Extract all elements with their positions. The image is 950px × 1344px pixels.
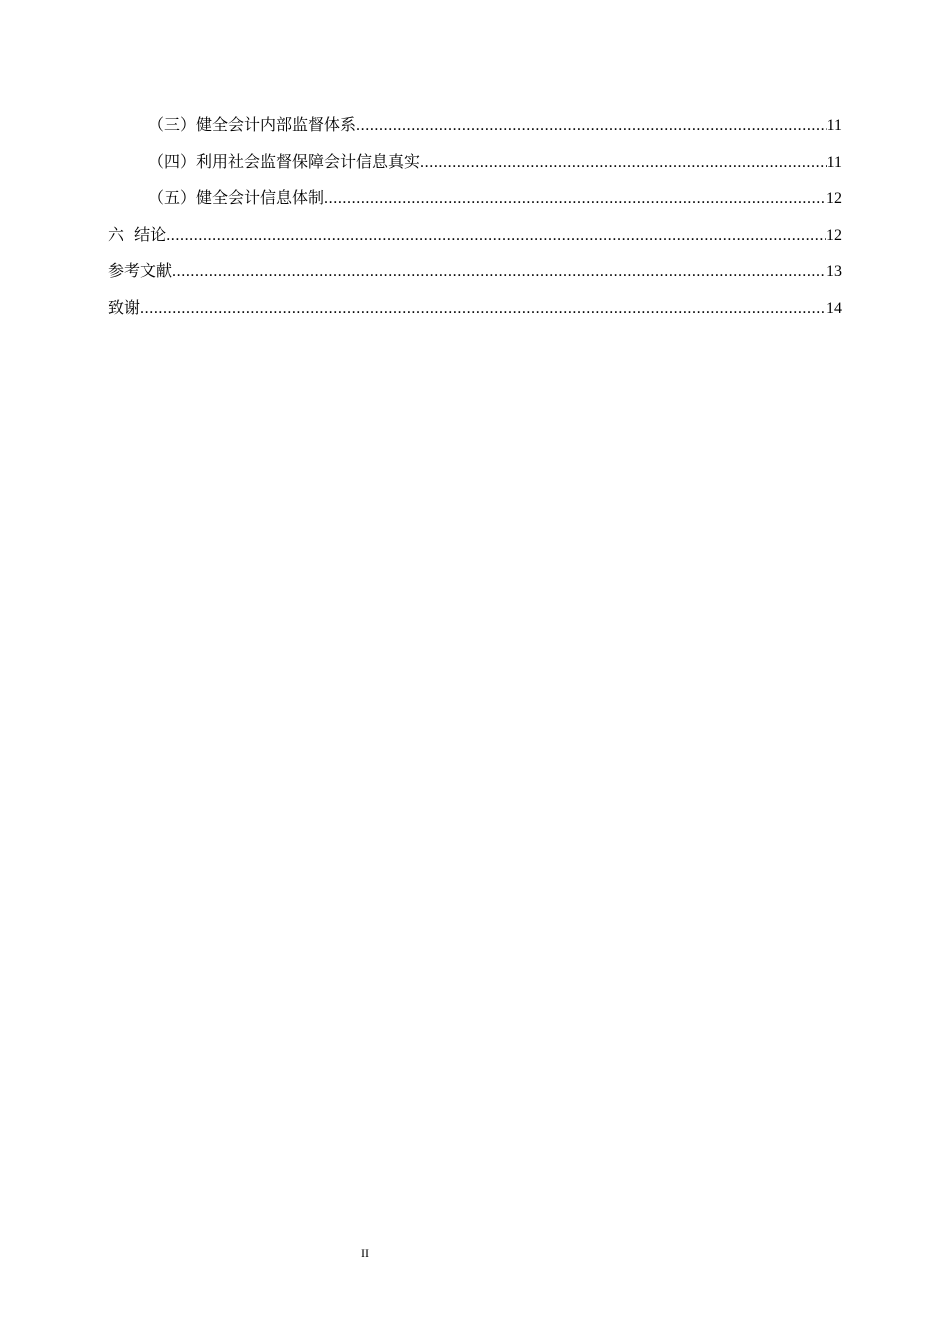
toc-entry-title: 致谢 bbox=[108, 297, 141, 317]
toc-dot-leader bbox=[356, 113, 827, 139]
toc-entry-title: 六 结论 bbox=[108, 224, 167, 244]
page-number-footer: II bbox=[361, 1246, 369, 1260]
toc-dot-leader bbox=[420, 150, 827, 176]
toc-dot-leader bbox=[166, 223, 826, 249]
toc-entry-references[interactable] bbox=[108, 258, 842, 295]
toc-entry-title: （三）健全会计内部监督体系 bbox=[148, 115, 357, 134]
toc-entry-title: （五）健全会计信息体制 bbox=[148, 188, 325, 208]
toc-entry-page: 11 bbox=[826, 153, 842, 171]
table-of-contents bbox=[108, 112, 842, 332]
toc-entry-page: 12 bbox=[826, 226, 842, 244]
toc-entry-title: （四）利用社会监督保障会计信息真实 bbox=[148, 151, 421, 171]
toc-dot-leader bbox=[140, 296, 826, 322]
toc-entry-title: 参考文献 bbox=[108, 261, 173, 281]
toc-entry-internal-supervision[interactable] bbox=[108, 112, 842, 149]
toc-dot-leader bbox=[172, 259, 826, 285]
toc-entry-information-system[interactable] bbox=[108, 185, 842, 222]
toc-entry-page: 12 bbox=[826, 190, 842, 208]
toc-entry-page: 13 bbox=[826, 263, 842, 281]
toc-entry-page: 11 bbox=[826, 117, 842, 134]
toc-entry-page: 14 bbox=[826, 299, 842, 317]
toc-entry-acknowledgements[interactable] bbox=[108, 295, 842, 332]
toc-dot-leader bbox=[324, 186, 826, 212]
toc-entry-conclusion[interactable] bbox=[108, 222, 842, 259]
toc-entry-social-supervision[interactable] bbox=[108, 149, 842, 186]
